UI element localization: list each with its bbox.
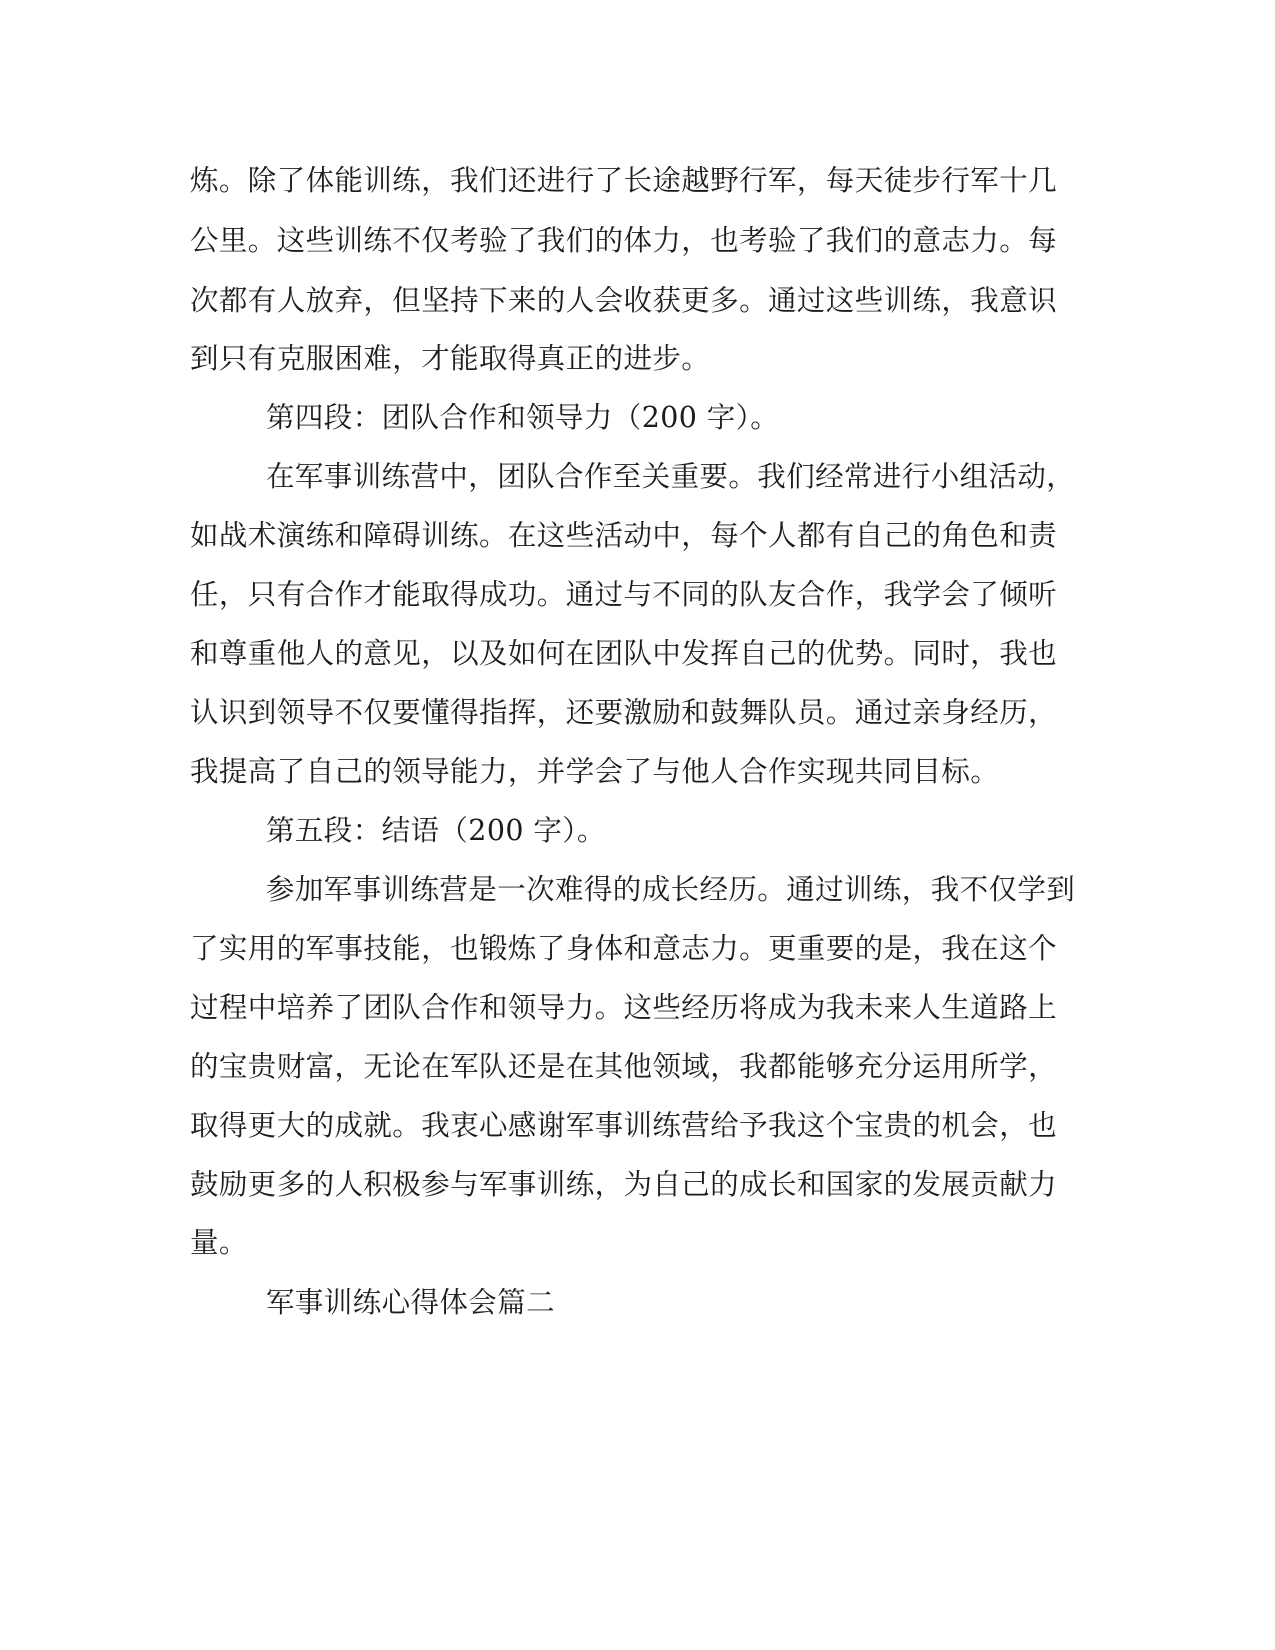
text-line: 炼。除了体能训练，我们还进行了长途越野行军，每天徒步行军十几 [190, 164, 1058, 197]
text-line: 公里。这些训练不仅考验了我们的体力，也考验了我们的意志力。每 [190, 224, 1058, 257]
section-heading: 第四段：团队合作和领导力（200 字）。 [266, 401, 780, 434]
text-line: 如战术演练和障碍训练。在这些活动中，每个人都有自己的角色和责 [190, 519, 1058, 552]
section-title: 军事训练心得体会篇二 [266, 1286, 556, 1319]
text-line: 了实用的军事技能，也锻炼了身体和意志力。更重要的是，我在这个 [190, 932, 1058, 965]
text-line: 任，只有合作才能取得成功。通过与不同的队友合作，我学会了倾听 [190, 578, 1058, 611]
text-line: 次都有人放弃，但坚持下来的人会收获更多。通过这些训练，我意识 [190, 284, 1058, 317]
text-line: 的宝贵财富，无论在军队还是在其他领域，我都能够充分运用所学， [190, 1050, 1058, 1083]
text-line: 到只有克服困难，才能取得真正的进步。 [190, 342, 711, 375]
text-line: 和尊重他人的意见，以及如何在团队中发挥自己的优势。同时，我也 [190, 637, 1058, 670]
text-line: 鼓励更多的人积极参与军事训练，为自己的成长和国家的发展贡献力 [190, 1168, 1058, 1201]
section-heading: 第五段：结语（200 字）。 [266, 814, 606, 847]
text-line: 在军事训练营中，团队合作至关重要。我们经常进行小组活动， [266, 460, 1076, 493]
text-line: 取得更大的成就。我衷心感谢军事训练营给予我这个宝贵的机会，也 [190, 1109, 1058, 1142]
text-line: 量。 [190, 1226, 248, 1259]
text-line: 过程中培养了团队合作和领导力。这些经历将成为我未来人生道路上 [190, 991, 1058, 1024]
text-line: 认识到领导不仅要懂得指挥，还要激励和鼓舞队员。通过亲身经历， [190, 696, 1058, 729]
text-line: 参加军事训练营是一次难得的成长经历。通过训练，我不仅学到 [266, 873, 1076, 906]
text-line: 我提高了自己的领导能力，并学会了与他人合作实现共同目标。 [190, 755, 1000, 788]
